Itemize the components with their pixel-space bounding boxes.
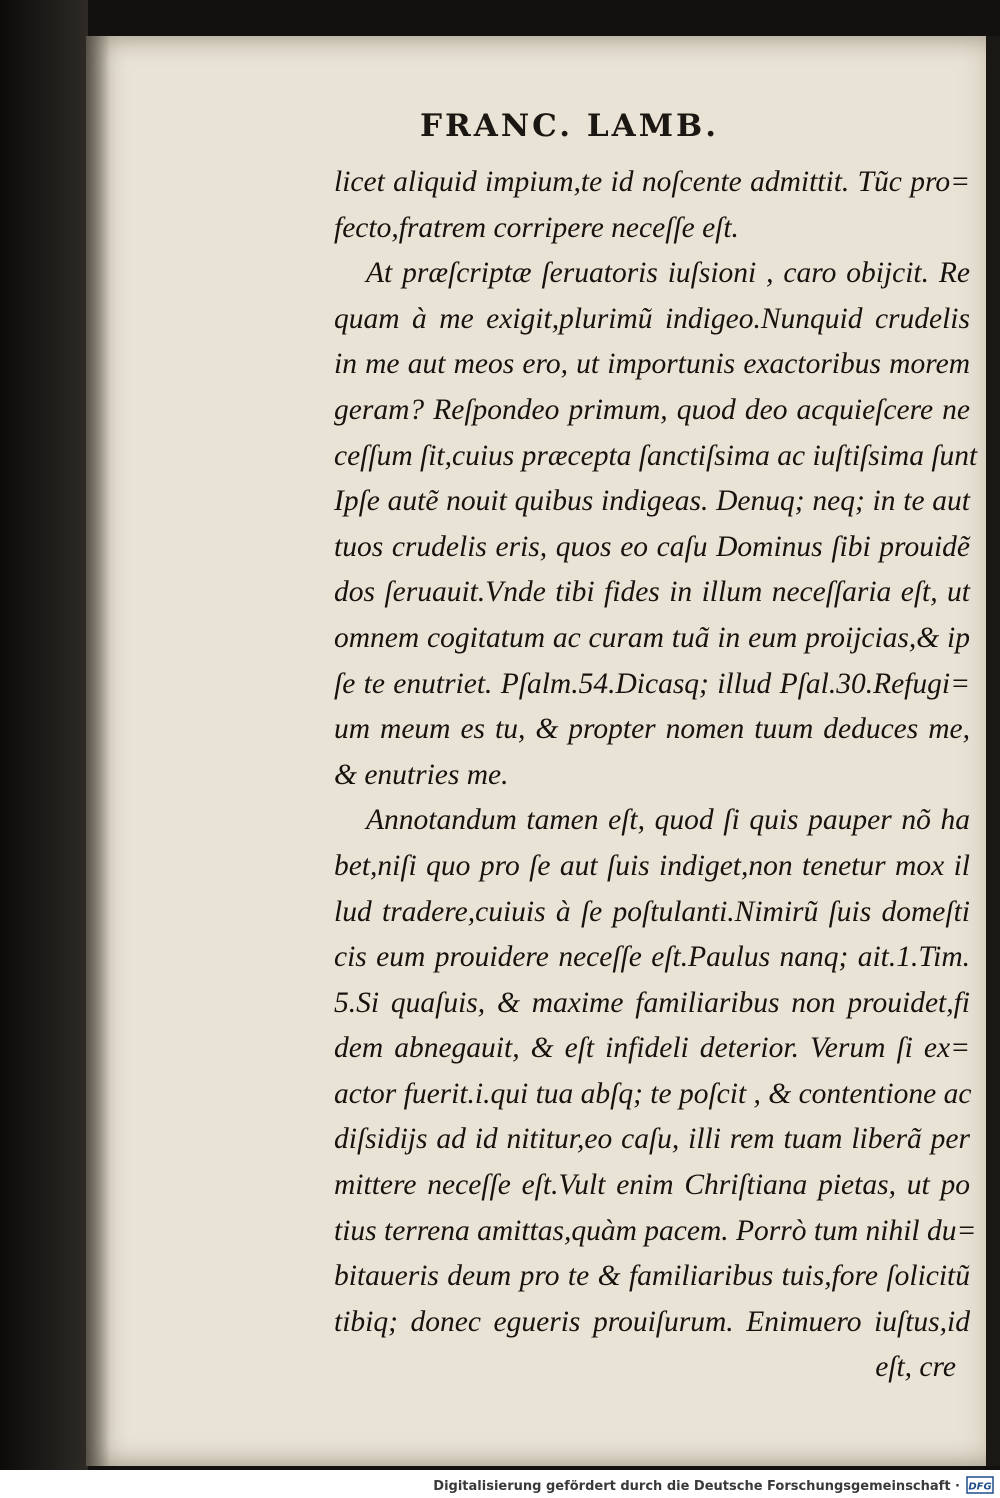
footer-bar	[0, 1470, 1000, 1498]
page-right-edge	[986, 36, 1000, 1466]
dfg-logo-icon	[966, 1475, 994, 1495]
text-line: tibiq; donec egueris prouiſurum. Enimuero iuſtus,id	[334, 1305, 970, 1338]
text-line: geram? Reſpondeo primum, quod deo acquieſcere ne	[334, 393, 970, 426]
text-line: quam à me exigit,plurimũ indigeo.Nunquid crudelis	[334, 302, 970, 335]
text-line: ſe te enutriet. Pſalm.54.Dicasq; illud Pſal.30.Refugi=	[334, 667, 970, 700]
text-line: actor fuerit.i.qui tua abſq; te poſcit , & contentione ac	[334, 1077, 972, 1110]
text-line: fecto,fratrem corripere neceſſe eſt.	[334, 211, 739, 244]
text-line: tuos crudelis eris, quos eo caſu Dominus ſibi prouidẽ	[334, 530, 970, 563]
text-line: lud tradere,cuiuis à ſe poſtulanti.Nimirũ ſuis domeſti	[334, 895, 970, 928]
text-line: tius terrena amittas,quàm pacem. Porrò tum nihil du=	[334, 1214, 977, 1247]
text-line: in me aut meos ero, ut importunis exactoribus morem	[334, 348, 970, 381]
gutter-shadow	[86, 36, 110, 1466]
text-line: Annotandum tamen eſt, quod ſi quis pauper nõ ha	[366, 804, 970, 837]
text-line: bitaueris deum pro te & familiaribus tuis,fore ſolicitũ	[334, 1260, 970, 1293]
book-spine-edge	[0, 0, 88, 1470]
text-line: cis eum prouidere neceſſe eſt.Paulus nanq; ait.1.Tim.	[334, 941, 970, 974]
text-line: licet aliquid impium,te id noſcente admittit. Tũc pro=	[334, 166, 970, 198]
text-line: ceſſum ſit,cuius præcepta ſanctiſsima ac iuſtiſsima ſunt	[334, 439, 978, 472]
text-line: & enutries me.	[334, 758, 509, 791]
dfg-logo-text: DFG	[968, 1481, 992, 1493]
text-line: eſt, cre	[875, 1351, 956, 1384]
text-line: 5.Si quaſuis, & maxime familiaribus non prouidet,fi	[334, 986, 970, 1019]
text-line: um meum es tu, & propter nomen tuum deduces me,	[334, 713, 970, 746]
running-head: FRANC. LAMB.	[420, 108, 720, 144]
text-line: bet,niſi quo pro ſe aut ſuis indiget,non tenetur mox il	[334, 849, 970, 882]
text-line: Ipſe autẽ nouit quibus indigeas. Denuq; neq; in te aut	[334, 485, 970, 518]
funding-credit: Digitalisierung gefördert durch die Deutsche Forschungsgemeinschaft ·	[433, 1479, 960, 1494]
text-line: At præſcriptæ ſeruatoris iuſsioni , caro obijcit. Re	[366, 257, 970, 290]
body-text	[334, 160, 978, 1391]
text-line: diſsidijs ad id nititur,eo caſu, illi rem tuam liberã per	[334, 1123, 970, 1156]
text-line: dos ſeruauit.Vnde tibi fides in illum neceſſaria eſt, ut	[334, 576, 970, 609]
text-line: dem abnegauit, & eſt infideli deterior. Verum ſi ex=	[334, 1032, 970, 1065]
text-line: mittere neceſſe eſt.Vult enim Chriſtiana pietas, ut po	[334, 1169, 970, 1202]
text-line: omnem cogitatum ac curam tuã in eum proijcias,& ip	[334, 621, 970, 654]
